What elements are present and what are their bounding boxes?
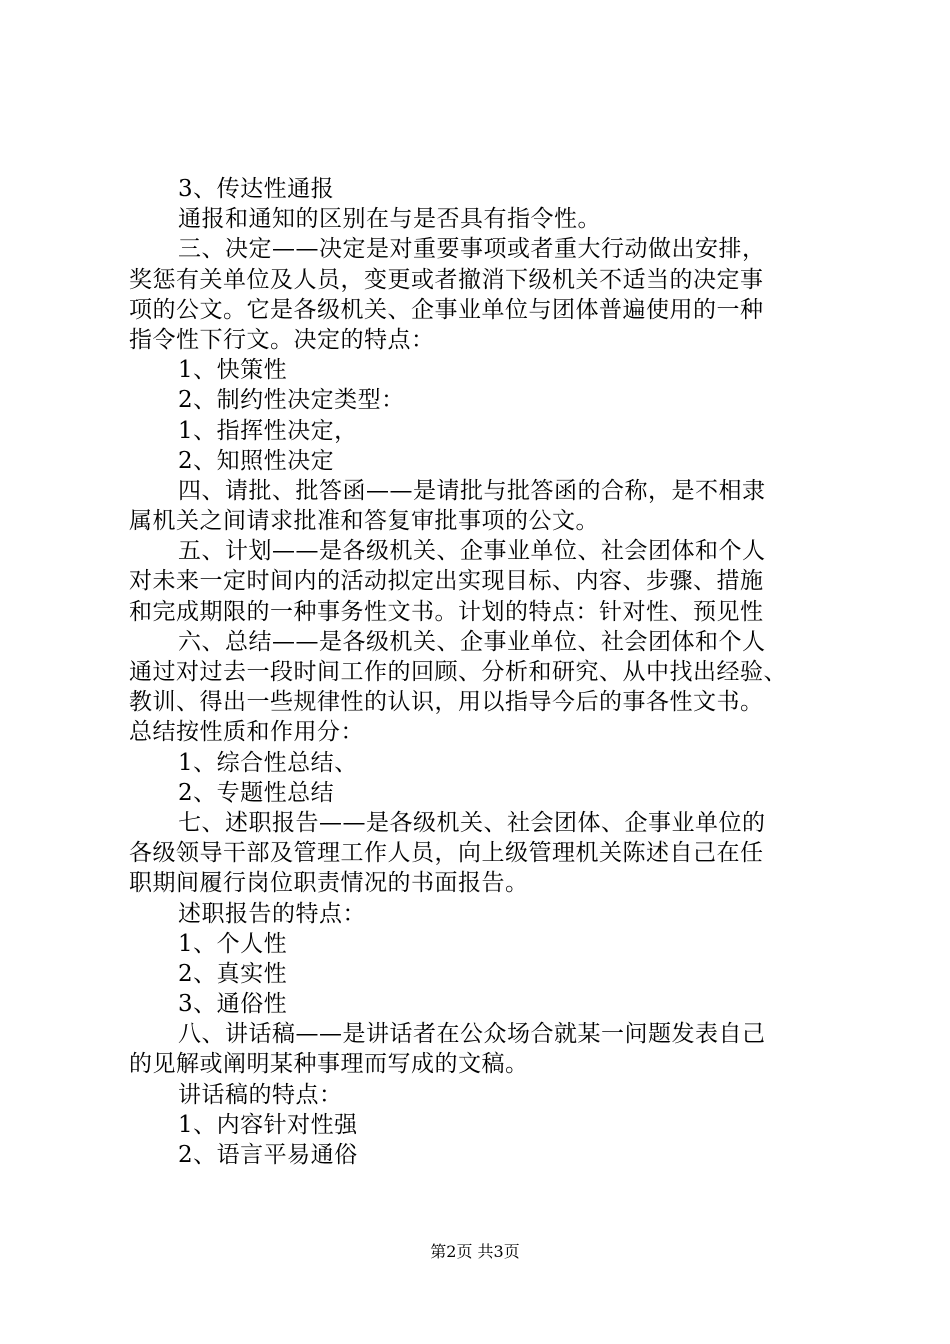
text-line: 五、计划——是各级机关、企事业单位、社会团体和个人 xyxy=(178,538,766,565)
text-line: 述职报告的特点： xyxy=(178,900,366,927)
text-line: 各级领导干部及管理工作人员，向上级管理机关陈述自己在任 xyxy=(129,840,764,867)
text-line: 八、讲话稿——是讲话者在公众场合就某一问题发表自己 xyxy=(178,1021,766,1048)
text-line: 2、语言平易通俗 xyxy=(178,1142,358,1168)
text-line: 教训、得出一些规律性的认识，用以指导今后的事各性文书。 xyxy=(129,689,764,716)
text-line: 四、请批、批答函——是请批与批答函的合称，是不相隶 xyxy=(178,477,766,504)
text-line: 的见解或阐明某种事理而写成的文稿。 xyxy=(129,1051,529,1078)
text-line: 通过对过去一段时间工作的回顾、分析和研究、从中找出经验、 xyxy=(129,659,787,685)
text-line: 和完成期限的一种事务性文书。计划的特点：针对性、预见性 xyxy=(129,598,764,625)
text-line: 2、专题性总结 xyxy=(178,779,335,806)
text-line: 奖惩有关单位及人员，变更或者撤消下级机关不适当的决定事 xyxy=(129,266,764,293)
text-line: 七、述职报告——是各级机关、社会团体、企事业单位的 xyxy=(178,809,766,836)
text-line: 通报和通知的区别在与是否具有指令性。 xyxy=(178,206,601,233)
page-number: 第2页 共3页 xyxy=(430,1242,520,1261)
text-line: 属机关之间请求批准和答复审批事项的公文。 xyxy=(129,508,599,535)
text-line: 3、传达性通报 xyxy=(178,176,335,202)
text-line: 3、通俗性 xyxy=(178,991,288,1018)
text-line: 六、总结——是各级机关、企事业单位、社会团体和个人 xyxy=(178,628,766,655)
document-body xyxy=(129,174,841,1170)
text-line: 对未来一定时间内的活动拟定出实现目标、内容、步骤、措施 xyxy=(129,568,764,595)
text-line: 2、知照性决定 xyxy=(178,447,335,474)
text-line: 1、内容针对性强 xyxy=(178,1111,358,1138)
text-line: 1、个人性 xyxy=(178,930,288,957)
page-footer xyxy=(0,1241,950,1263)
text-line: 1、快策性 xyxy=(178,357,288,384)
text-line: 1、综合性总结、 xyxy=(178,749,358,776)
text-line: 2、制约性决定类型： xyxy=(178,387,405,414)
text-line: 指令性下行文。决定的特点： xyxy=(129,326,435,353)
text-line: 1、指挥性决定， xyxy=(178,417,358,444)
text-line: 项的公文。它是各级机关、企事业单位与团体普遍使用的一种 xyxy=(129,296,764,323)
text-line: 讲话稿的特点： xyxy=(178,1081,343,1108)
text-line: 职期间履行岗位职责情况的书面报告。 xyxy=(129,870,529,897)
text-line: 总结按性质和作用分： xyxy=(129,719,364,746)
text-line: 2、真实性 xyxy=(178,960,288,987)
text-line: 三、决定——决定是对重要事项或者重大行动做出安排， xyxy=(178,236,766,263)
